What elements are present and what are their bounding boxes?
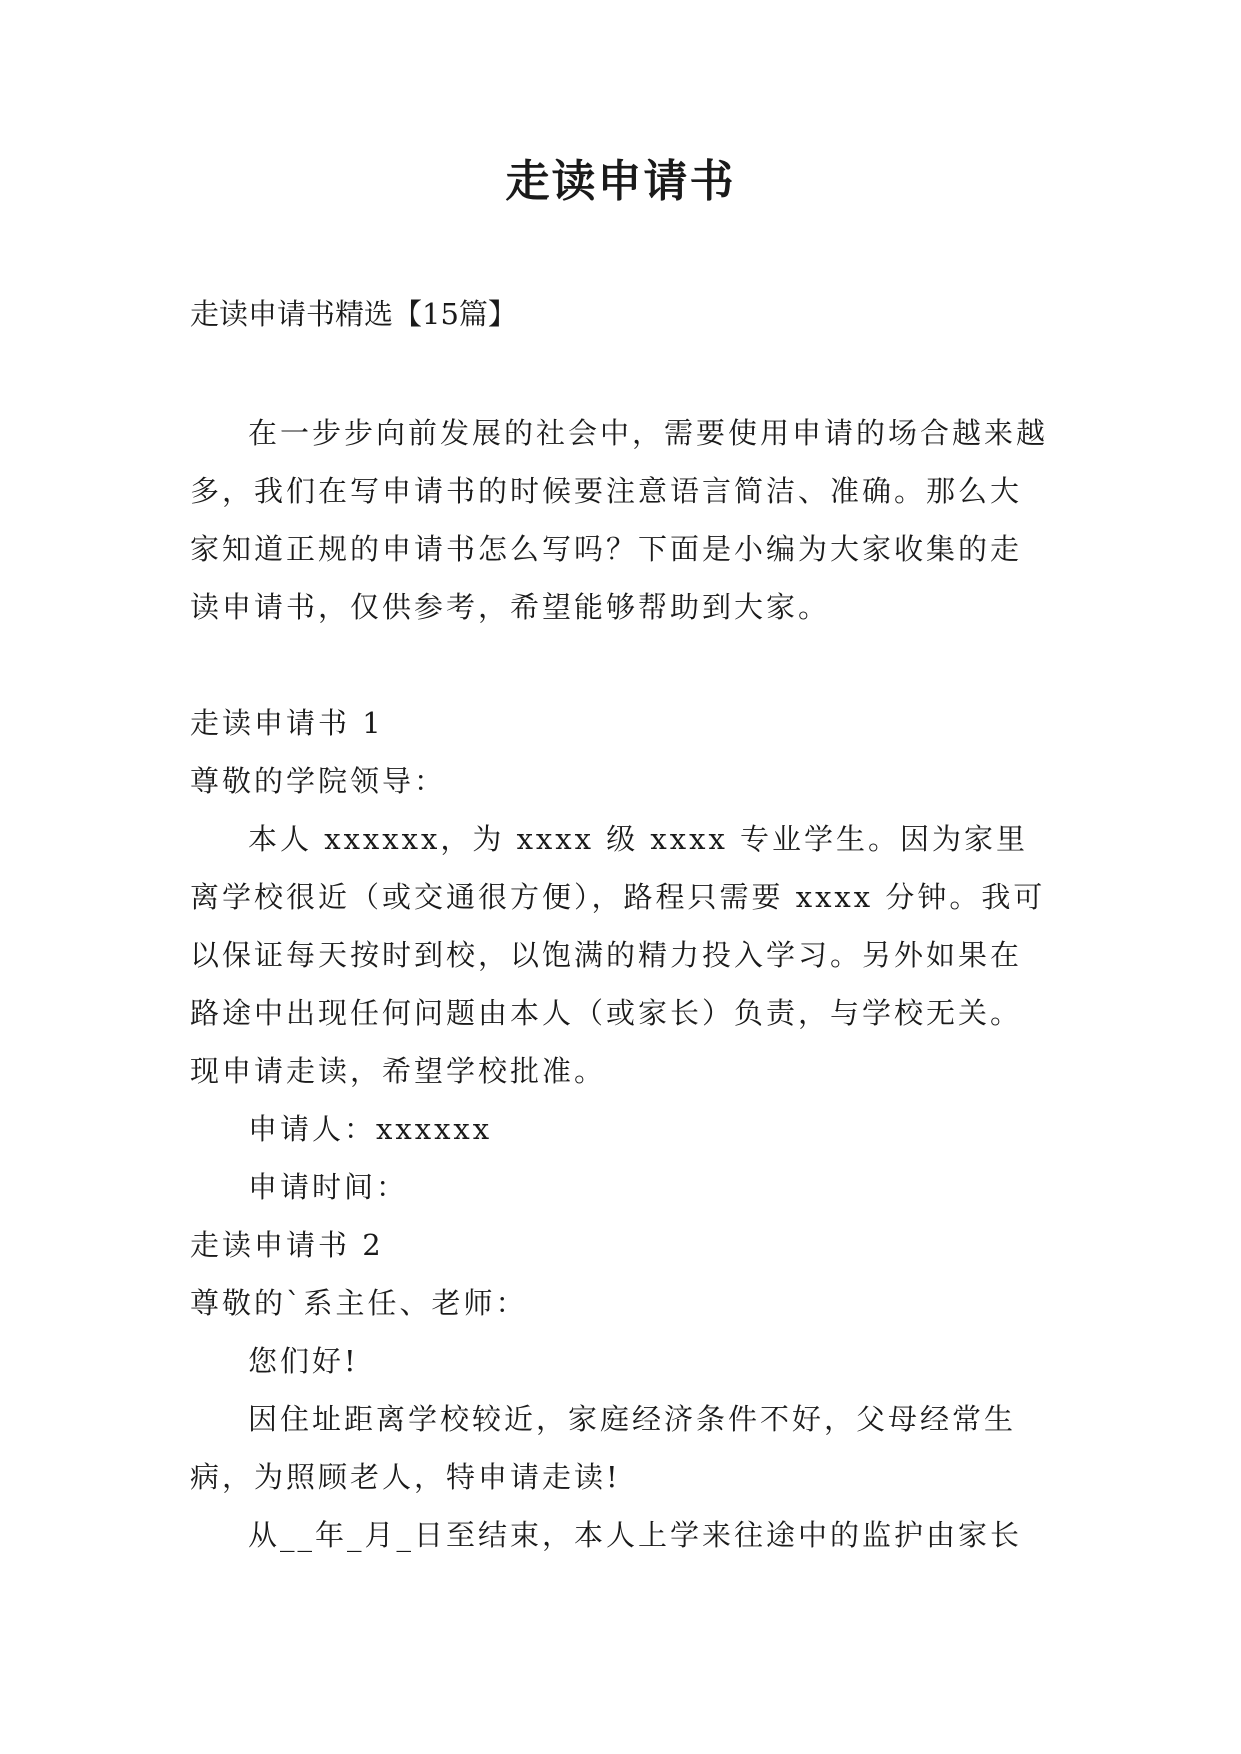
letter1-applicant: 申请人：xxxxxx	[248, 1112, 493, 1146]
letter1-salutation: 尊敬的学院领导：	[190, 764, 447, 798]
paragraph-spacer	[190, 636, 1050, 694]
letter2-body2: 从__年_月_日至结束，本人上学来往途中的监护由家长	[248, 1518, 1023, 1552]
intro-paragraph: 在一步步向前发展的社会中，需要使用申请的场合越来越多，我们在写申请书的时候要注意语言简洁、准确。那么大家知道正规的申请书怎么写吗？下面是小编为大家收集的走读申请书，仅供参考，希望能够帮助到大家。	[190, 416, 1049, 624]
letter1-date: 申请时间：	[248, 1170, 409, 1204]
letter1-body: 本人 xxxxxx，为 xxxx 级 xxxx 专业学生。因为家里离学校很近（或交通很方便），路程只需要 xxxx 分钟。我可以保证每天按时到校，以饱满的精力投入学习。另外如果在路途中出现任何问题由本人（或家长）负责，与学校无关。现申请走读，希望学校批准。	[190, 822, 1046, 1088]
letter2-salutation: 尊敬的`系主任、老师：	[190, 1286, 528, 1320]
letter2-heading: 走读申请书 2	[190, 1228, 384, 1262]
document-subtitle: 走读申请书精选【15篇】	[190, 297, 517, 331]
document-title: 走读申请书	[505, 156, 736, 207]
letter2-greeting: 您们好!	[248, 1344, 359, 1378]
document-body	[190, 404, 1050, 1564]
letter1-heading: 走读申请书 1	[190, 706, 384, 740]
letter2-body1: 因住址距离学校较近，家庭经济条件不好，父母经常生病，为照顾老人，特申请走读!	[190, 1402, 1017, 1494]
